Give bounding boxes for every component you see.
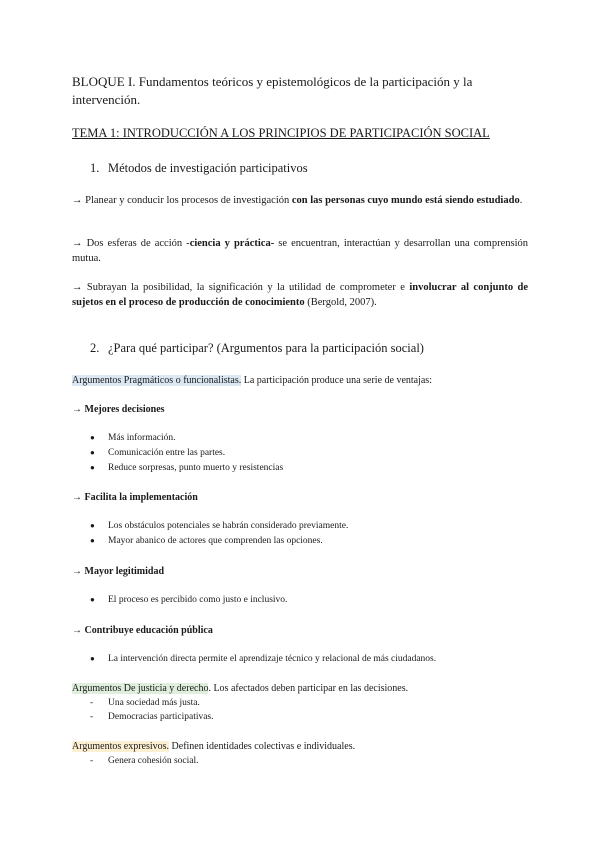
dash-icon: - [90, 712, 94, 722]
list-item: ● Reduce sorpresas, punto muerto y resistencias [90, 463, 284, 473]
section1-number: 1. [90, 161, 100, 175]
list-item: ● Comunicación entre las partes. [90, 448, 226, 458]
list-item: - Democracias participativas. [90, 712, 214, 722]
group-heading-mejores-decisiones: → Mejores decisiones [72, 404, 165, 415]
bullet-icon: ● [90, 595, 95, 604]
list-item: ● El proceso es percibido como justo e inclusivo. [90, 595, 288, 605]
section2-heading [90, 341, 424, 356]
bloque-title: BLOQUE I. Fundamentos teóricos y epistemológicos de la participación y la intervención. [72, 74, 473, 107]
group-heading-facilita-implementacion: → Facilita la implementación [72, 492, 198, 503]
bullet-icon: ● [90, 536, 95, 545]
section1-heading [90, 161, 308, 176]
pragmaticos-line: Argumentos Pragmáticos o funcionalistas. La participación produce una serie de ventajas: [72, 375, 432, 386]
dash-icon: - [90, 698, 94, 708]
tema-heading: TEMA 1: INTRODUCCIÓN A LOS PRINCIPIOS DE PARTICIPACIÓN SOCIAL [72, 126, 490, 140]
list-item: ● Más información. [90, 433, 176, 443]
bullet-icon: ● [90, 654, 95, 663]
list-item: - Genera cohesión social. [90, 756, 199, 766]
justicia-line: Argumentos De justicia y derecho. Los afectados deben participar en las decisiones. [72, 683, 409, 694]
list-item: ● Mayor abanico de actores que comprenden las opciones. [90, 536, 323, 546]
group-heading-educacion-publica: → Contribuye educación pública [72, 625, 213, 636]
bullet-icon: ● [90, 433, 95, 442]
list-item: ● La intervención directa permite el aprendizaje técnico y relacional de más ciudadanos. [90, 654, 437, 664]
justicia-highlight: Argumentos De justicia y derecho [72, 683, 209, 694]
bullet-icon: ● [90, 448, 95, 457]
expresivos-highlight: Argumentos expresivos. [72, 741, 170, 752]
section1-paragraph-1: → Planear y conducir los procesos de investigación con las personas cuyo mundo está siendo estudiado. [72, 195, 523, 206]
list-item: ● Los obstáculos potenciales se habrán considerado previamente. [90, 521, 349, 531]
dash-icon: - [90, 756, 94, 766]
section2-number: 2. [90, 341, 100, 355]
bullet-icon: ● [90, 521, 95, 530]
arrow-icon: → [72, 238, 83, 249]
section1-paragraph-3: → Subrayan la posibilidad, la significación y la utilidad de comprometer e involucrar al conjunto de sujetos en el proceso de producción de conocimiento (Bergold, 2007). [72, 282, 528, 308]
expresivos-line: Argumentos expresivos. Definen identidades colectivas e individuales. [72, 741, 356, 752]
bullet-icon: ● [90, 463, 95, 472]
section2-title: ¿Para qué participar? (Argumentos para la participación social) [108, 341, 424, 355]
section1-paragraph-2: → Dos esferas de acción -ciencia y práctica- se encuentran, interactúan y desarrollan una comprensión mutua. [72, 238, 528, 264]
list-item: - Una sociedad más justa. [90, 698, 200, 708]
group-heading-mayor-legitimidad: → Mayor legitimidad [72, 566, 165, 577]
arrow-icon: → [72, 195, 83, 206]
section1-title: Métodos de investigación participativos [108, 161, 308, 175]
pragmaticos-highlight: Argumentos Pragmáticos o funcionalistas. [72, 375, 242, 386]
arrow-icon: → [72, 282, 83, 293]
